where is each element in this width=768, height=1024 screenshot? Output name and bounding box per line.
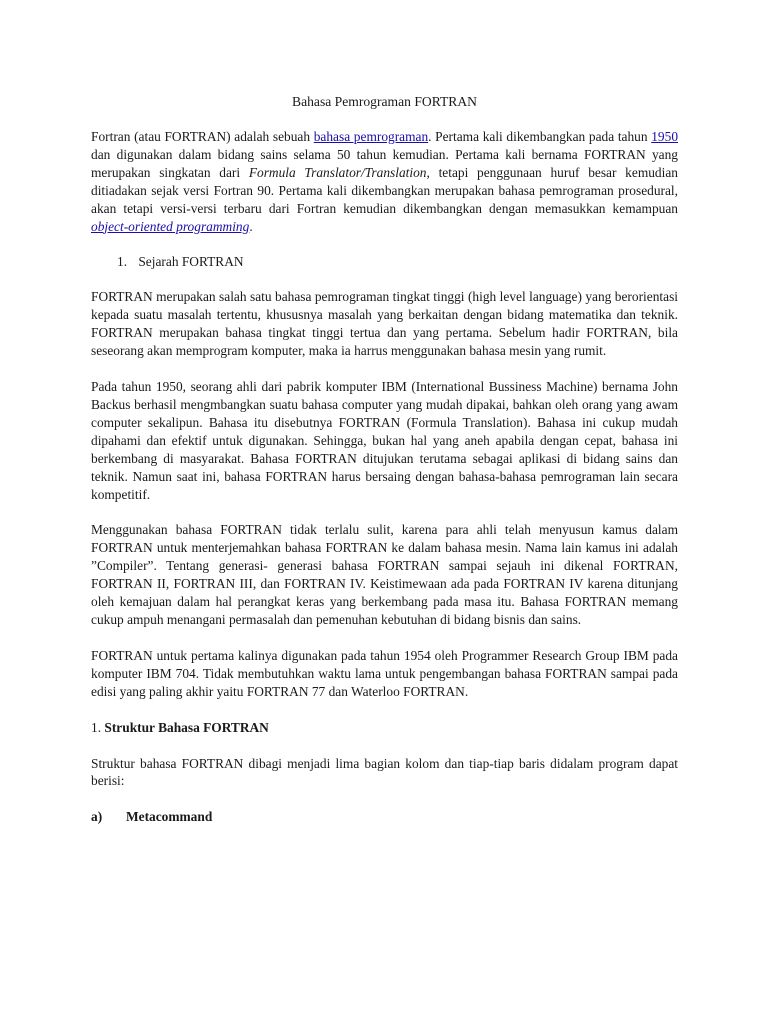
intro-text-5: .: [249, 218, 253, 234]
paragraph-sejarah-1: FORTRAN merupakan salah satu bahasa pemrograman tingkat tinggi (high level language) yang berorientasi kepada suatu masalah tertentu, khususnya masalah yang berkaitan dengan bidang matematika dan teknik. FORTRAN merupakan bahasa tingkat tinggi tertua dan yang pertama. Sebelum hadir FORTRAN, bila seseorang akan memprogram komputer, maka ia harrus menggunakan bahasa mesin yang rumit.: [91, 289, 678, 359]
intro-text-3: dan digunakan dalam bidang sains selama 50 tahun kemudian. Pertama kali bernama FORTRAN yang merupakan singkatan dari: [91, 146, 678, 180]
intro-text-4: , tetapi penggunaan huruf besar kemudian ditiadakan sejak versi Fortran 90. Pertama kali dikembangkan merupakan bahasa pemrograman prosedural, akan tetapi versi-versi terbaru dari Fortran kemudian dikembangkan dengan memasukkan kemampuan: [91, 164, 678, 216]
intro-text-2: . Pertama kali dikembangkan pada tahun: [428, 129, 652, 144]
section-heading-struktur: [91, 719, 678, 737]
document-content: [91, 93, 678, 826]
intro-italic: Formula Translator/Translation: [248, 164, 427, 180]
sub-item-metacommand: [91, 808, 678, 826]
heading-label: Struktur Bahasa FORTRAN: [104, 719, 269, 735]
list-item-sejarah: [117, 253, 678, 271]
intro-paragraph: [91, 128, 678, 235]
sub-item-text: Metacommand: [126, 809, 213, 825]
heading-number: 1.: [91, 719, 105, 735]
link-bahasa-pemrograman[interactable]: bahasa pemrograman: [313, 129, 429, 144]
paragraph-sejarah-3: Menggunakan bahasa FORTRAN tidak terlalu sulit, karena para ahli telah menyusun kamus dalam FORTRAN untuk menterjemahkan bahasa FORTRAN ke dalam bahasa mesin. Nama lain kamus ini adalah ”Compiler”. Tentang generasi- generasi bahasa FORTRAN sampai sejauh ini dikenal FORTRAN, FORTRAN II, FORTRAN III, dan FORTRAN IV. Keistimewaan ada pada FORTRAN IV karena ditunjang oleh kemajuan dalam hal perangkat keras yang berkembang pada masa itu. Bahasa FORTRAN memang cukup ampuh menangani permasalah dan pemenuhan kebutuhan di bidang bisnis dan sains.: [91, 522, 678, 627]
paragraph-sejarah-4: FORTRAN untuk pertama kalinya digunakan pada tahun 1954 oleh Programmer Research Group IBM pada komputer IBM 704. Tidak membutuhkan waktu lama untuk pengembangan bahasa FORTRAN sampai pada edisi yang paling akhir yaitu FORTRAN 77 dan Waterloo FORTRAN.: [91, 647, 678, 699]
page-title: Bahasa Pemrograman FORTRAN: [292, 94, 477, 109]
paragraph-struktur: Struktur bahasa FORTRAN dibagi menjadi lima bagian kolom dan tiap-tiap baris didalam program dapat berisi:: [91, 755, 678, 789]
link-object-oriented-programming[interactable]: object-oriented programming: [91, 218, 250, 234]
intro-text-1: Fortran (atau FORTRAN) adalah sebuah: [91, 129, 314, 144]
sub-item-label: a): [91, 809, 103, 825]
link-1950[interactable]: 1950: [651, 129, 679, 144]
paragraph-sejarah-2: Pada tahun 1950, seorang ahli dari pabrik komputer IBM (International Bussiness Machine) bernama John Backus berhasil mengmbangkan suatu bahasa computer yang mudah dipakai, bahkan oleh orang yang awam computer sekalipun. Bahasa itu disebutnya FORTRAN (Formula Translation). Bahasa ini cukup mudah dipahami dan efektif untuk digunakan. Sehingga, bukan hal yang aneh apabila dengan cepat, bahasa ini berkembang di masyarakat. Bahasa FORTRAN ditujukan terutama sebagai aplikasi di bidang sains dan teknik. Namun saat ini, bahasa FORTRAN harus bersaing dengan bahasa-bahasa pemrograman lain secara kompetitif.: [91, 379, 678, 502]
list-number: 1.: [117, 254, 128, 270]
list-label: Sejarah FORTRAN: [138, 254, 244, 270]
